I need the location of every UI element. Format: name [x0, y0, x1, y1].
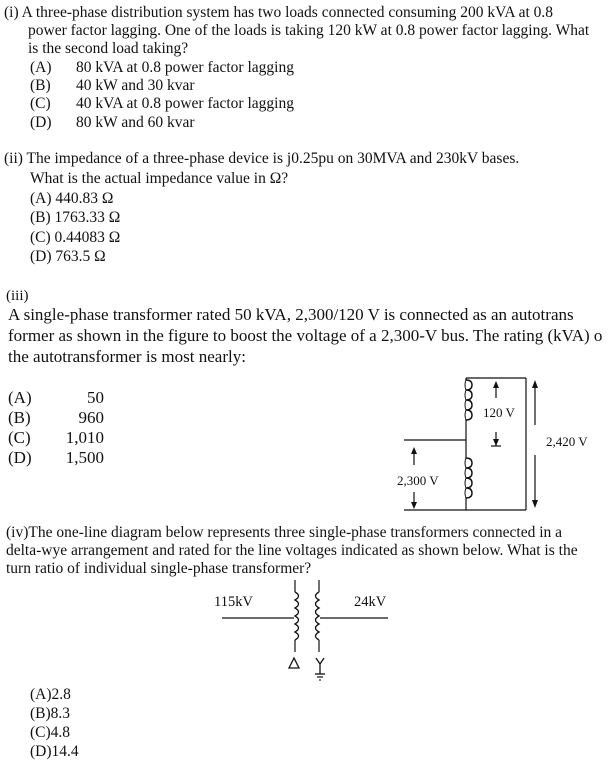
q1-option-a-letter: (A)	[30, 59, 52, 76]
q3-option-d-letter: (D)	[8, 448, 32, 467]
q3-option-a-value: 50	[87, 388, 104, 407]
wye-grounded-symbol-icon	[315, 658, 325, 680]
q4-text-line-2: delta-wye arrangement and rated for the line voltages indicated as shown below. What is the	[6, 542, 578, 559]
q1-option-b	[30, 77, 195, 95]
secondary-coil	[316, 592, 320, 640]
q3-option-c	[8, 428, 104, 448]
q1-text-line-2: power factor lagging. One of the loads is taking 120 kW at 0.8 power factor lagging. What	[28, 22, 590, 39]
q2-option-c: (C) 0.44083 Ω	[30, 229, 121, 246]
q3-option-c-letter: (C)	[8, 428, 31, 447]
q3-option-d	[8, 448, 104, 468]
q1-option-b-text: 40 kW and 30 kvar	[76, 77, 195, 94]
q2-text-line-2: What is the actual impedance value in Ω?	[30, 170, 289, 187]
q1-option-c	[30, 95, 294, 113]
q1-text-line-3: is the second load taking?	[28, 40, 189, 57]
label-115kv: 115kV	[214, 594, 253, 610]
q2-text-line-1: (ii) The impedance of a three-phase device is j0.25pu on 30MVA and 230kV bases.	[4, 150, 520, 167]
q3-text-line-2: former as shown in the figure to boost the voltage of a 2,300-V bus. The rating (kVA) o	[8, 326, 603, 345]
q1-option-d-text: 80 kW and 60 kvar	[76, 114, 195, 131]
q3-option-a-letter: (A)	[8, 388, 32, 407]
q1-option-d-letter: (D)	[30, 114, 52, 131]
q3-text-line-1: A single-phase transformer rated 50 kVA, 2,300/120 V is connected as an autotrans	[8, 305, 574, 324]
q1-option-d	[30, 114, 195, 132]
q3-option-b-letter: (B)	[8, 408, 31, 427]
q4-option-b: (B)8.3	[30, 705, 71, 722]
q3-option-b	[8, 408, 104, 428]
q1-text-line-1: (i) A three-phase distribution system has two loads connected consuming 200 kVA at 0.8	[4, 4, 554, 21]
q4-text-line-1: (iv)The one-line diagram below represents three single-phase transformers connected in a	[6, 524, 563, 541]
series-winding-coil	[466, 380, 472, 420]
q3-text-line-3: the autotransformer is most nearly:	[8, 347, 246, 366]
label-2420v: 2,420 V	[546, 434, 588, 449]
q3-option-d-value: 1,500	[65, 448, 104, 467]
q2-option-a: (A) 440.83 Ω	[30, 190, 114, 207]
q4-option-d: (D)14.4	[30, 743, 79, 760]
q3-option-b-value: 960	[78, 408, 104, 427]
common-winding-coil	[466, 458, 472, 498]
q3-option-c-value: 1,010	[65, 428, 104, 447]
label-2300v: 2,300 V	[397, 473, 439, 488]
primary-coil	[295, 592, 299, 640]
label-24kv: 24kV	[354, 594, 387, 610]
delta-symbol-icon	[289, 658, 299, 668]
q1-option-a-text: 80 kVA at 0.8 power factor lagging	[76, 59, 294, 76]
q2-option-b: (B) 1763.33 Ω	[30, 209, 121, 226]
q1-option-a	[30, 59, 294, 77]
q1-option-c-text: 40 kVA at 0.8 power factor lagging	[76, 95, 294, 112]
q4-text-line-3: turn ratio of individual single-phase transformer?	[6, 560, 312, 577]
q1-option-c-letter: (C)	[30, 95, 51, 112]
label-120v: 120 V	[483, 405, 515, 420]
q3-option-a	[8, 388, 104, 408]
q2-option-d: (D) 763.5 Ω	[30, 248, 106, 265]
q3-label: (iii)	[6, 288, 29, 304]
q1-option-b-letter: (B)	[30, 77, 51, 94]
q4-option-c: (C)4.8	[30, 724, 71, 741]
q4-option-a: (A)2.8	[30, 686, 71, 703]
